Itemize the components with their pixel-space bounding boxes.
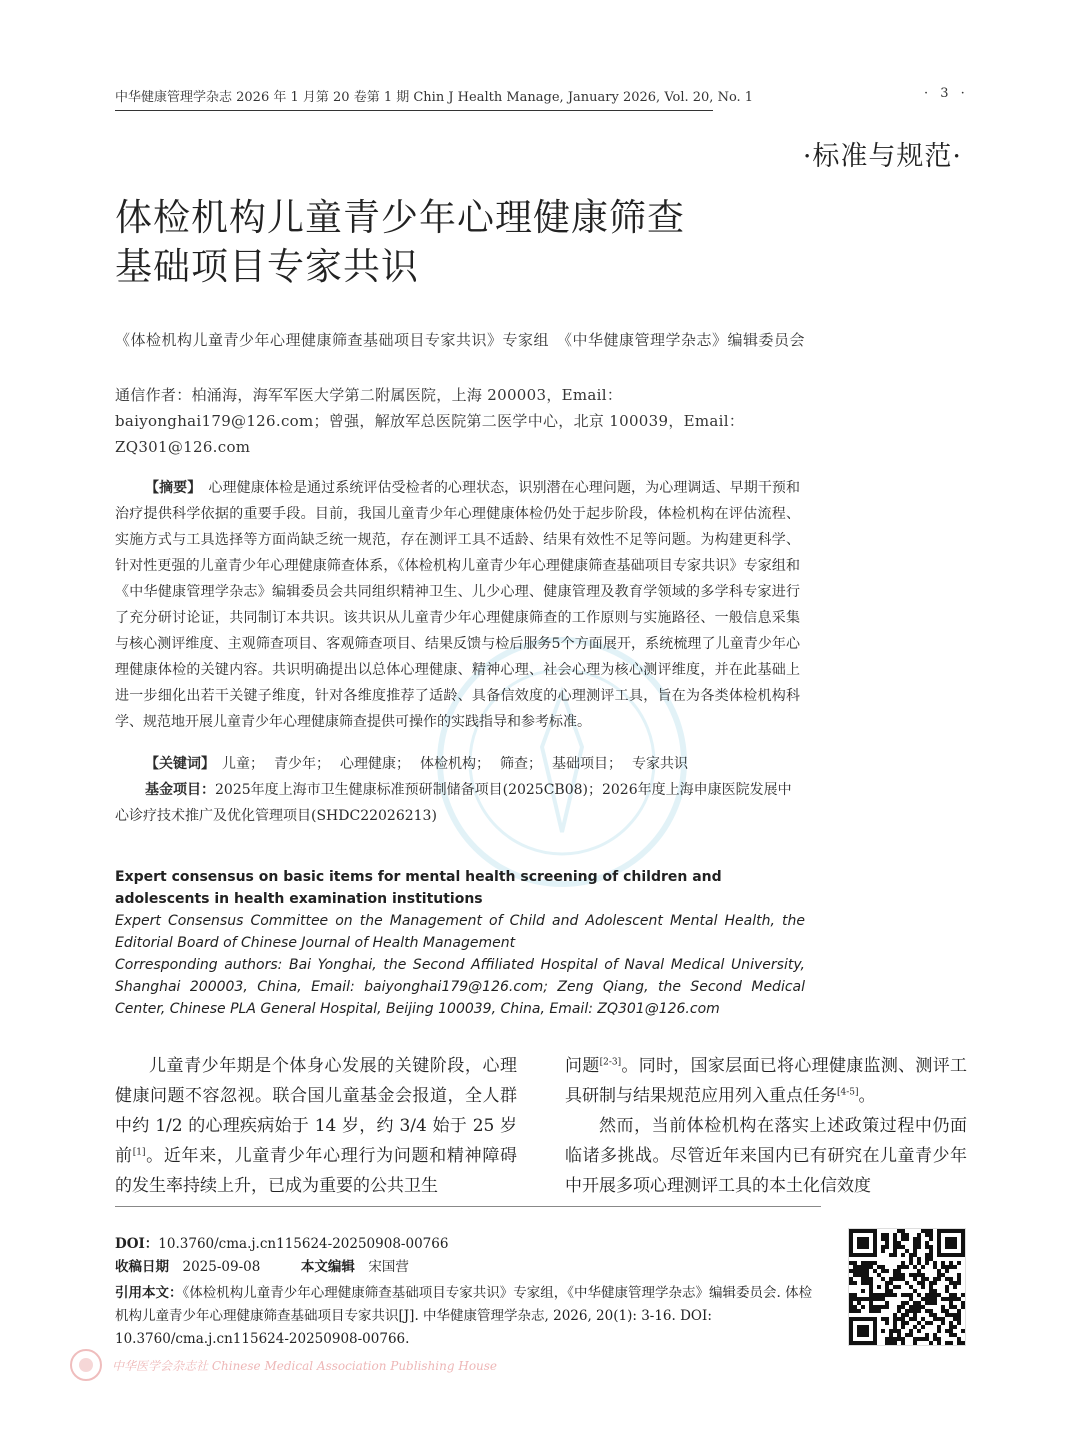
- keywords-label: 【关键词】: [145, 756, 208, 772]
- body-text: 儿童青少年期是个体身心发展的关键阶段，心理健康问题不容忽视。联合国儿童基金会报道，全人群中约 1/2 的心理疾病始于 14 岁，约 3/4 始于 25 岁前: [115, 1056, 517, 1166]
- abstract: [115, 475, 800, 735]
- keyword: 体检机构；: [420, 756, 490, 772]
- title-line-1: 体检机构儿童青少年心理健康筛查: [115, 196, 685, 239]
- corresponding-authors: 通信作者：柏涌海，海军军医大学第二附属医院，上海 200003，Email：baiyonghai179@126.com；曾强，解放军总医院第二医学中心，北京 100039，Email：ZQ301@126.com: [115, 386, 745, 456]
- citation: [115, 1282, 825, 1351]
- body-paragraph: [565, 1051, 967, 1111]
- keyword: 专家共识: [632, 756, 688, 772]
- body-text: 。: [858, 1086, 876, 1106]
- keyword: 基础项目；: [552, 756, 622, 772]
- doi-label: DOI：: [115, 1236, 159, 1252]
- funding-text: 2025年度上海市卫生健康标准预研制储备项目(2025CB08)；2026年度上海申康医院发展中心诊疗技术推广及优化管理项目(SHDC22026213): [115, 782, 792, 824]
- keyword: 筛查；: [500, 756, 542, 772]
- author-group: 《体检机构儿童青少年心理健康筛查基础项目专家共识》专家组 《中华健康管理学杂志》编辑委员会: [115, 331, 806, 349]
- doi-link[interactable]: 10.3760/cma.j.cn115624-20250908-00766: [158, 1236, 449, 1252]
- funding: [115, 777, 800, 829]
- reference-1[interactable]: [1]: [132, 1147, 146, 1158]
- body-text: 问题: [565, 1056, 600, 1076]
- body-text: 。近年来，儿童青少年心理行为问题和精神障碍的发生率持续上升，已成为重要的公共卫生: [115, 1146, 518, 1196]
- dates-line: [115, 1256, 825, 1279]
- body-text: 。同时，国家层面已将心理健康监测、测评工具研制与结果规范应用列入重点任务: [565, 1056, 968, 1106]
- citation-label: 引用本文：: [115, 1285, 183, 1301]
- english-committee: Expert Consensus Committee on the Management of Child and Adolescent Mental Health, the Editorial Board of Chinese Journal of Health Management: [115, 913, 805, 951]
- publisher-watermark: 中华医学会杂志社 Chinese Medical Association Publishing House: [112, 1359, 498, 1373]
- keyword: 青少年；: [274, 756, 330, 772]
- body-paragraph: 然而，当前体检机构在落实上述政策过程中仍面临诸多挑战。尽管近年来国内已有研究在儿童青少年中开展多项心理测评工具的本土化信效度: [565, 1116, 967, 1196]
- english-corresponding: Corresponding authors: Bai Yonghai, the Second Affiliated Hospital of Naval Medical University, Shanghai 200003, China, Email: baiyonghai179@126.com; Zeng Qiang, the Second Medical Center, Chinese PLA General Hospital, Beijing 100039, China, Email: ZQ301@126.com: [115, 957, 805, 1017]
- body-column-right: [565, 1051, 967, 1201]
- page-number: · 3 ·: [924, 86, 969, 101]
- title-line-2: 基础项目专家共识: [115, 245, 419, 288]
- keyword: 心理健康；: [340, 756, 410, 772]
- funding-label: 基金项目：: [145, 782, 215, 798]
- received-date: 2025-09-08: [182, 1259, 261, 1275]
- editor-name: 宋国营: [368, 1259, 409, 1275]
- running-head: 中华健康管理学杂志 2026 年 1 月第 20 卷第 1 期 Chin J Health Manage, January 2026, Vol. 20, No. 1: [115, 86, 713, 111]
- publisher-logo-icon: [68, 1347, 104, 1383]
- reference-4-5[interactable]: [4-5]: [837, 1087, 859, 1098]
- received-label: 收稿日期: [115, 1259, 169, 1275]
- citation-text: 《体检机构儿童青少年心理健康筛查基础项目专家共识》专家组，《中华健康管理学杂志》编辑委员会. 体检机构儿童青少年心理健康筛查基础项目专家共识[J]. 中华健康管理学杂志, 2026, 20(1): 3-16. DOI: 10.3760/cma.j.cn115624-20250908-00766.: [115, 1285, 813, 1347]
- keyword: 儿童；: [222, 756, 264, 772]
- english-title: Expert consensus on basic items for mental health screening of children and adolescents in health examination institutions: [115, 869, 722, 907]
- english-affiliations: [115, 910, 805, 1020]
- footer-divider: [115, 1206, 821, 1207]
- reference-2-3[interactable]: [2-3]: [599, 1057, 622, 1068]
- article-title: [115, 193, 815, 291]
- abstract-text: 心理健康体检是通过系统评估受检者的心理状态，识别潜在心理问题，为心理调适、早期干预和治疗提供科学依据的重要手段。目前，我国儿童青少年心理健康体检仍处于起步阶段，体检机构在评估流程、实施方式与工具选择等方面尚缺乏统一规范，存在测评工具不适龄、结果有效性不足等问题。为构建更科学、针对性更强的儿童青少年心理健康筛查体系，《体检机构儿童青少年心理健康筛查基础项目专家共识》专家组和《中华健康管理学杂志》编辑委员会共同组织精神卫生、儿少心理、健康管理及教育学领域的多学科专家进行了充分研讨论证，共同制订本共识。该共识从儿童青少年心理健康筛查的工作原则与实施路径、一般信息采集与核心测评维度、主观筛查项目、客观筛查项目、结果反馈与检后服务5个方面展开，系统梳理了儿童青少年心理健康体检的关键内容。共识明确提出以总体心理健康、精神心理、社会心理为核心测评维度，并在此基础上进一步细化出若干关键子维度，针对各维度推荐了适龄、具备信效度的心理测评工具，旨在为各类体检机构科学、规范地开展儿童青少年心理健康筛查提供可操作的实践指导和参考标准。: [115, 480, 801, 730]
- body-column-left: [115, 1051, 517, 1201]
- qr-code-icon[interactable]: [848, 1228, 966, 1346]
- abstract-label: 【摘要】: [145, 480, 195, 496]
- keywords: [145, 751, 800, 777]
- doi-line: [115, 1233, 825, 1256]
- editor-label: 本文编辑: [300, 1259, 355, 1275]
- section-tag: ·标准与规范·: [802, 141, 962, 172]
